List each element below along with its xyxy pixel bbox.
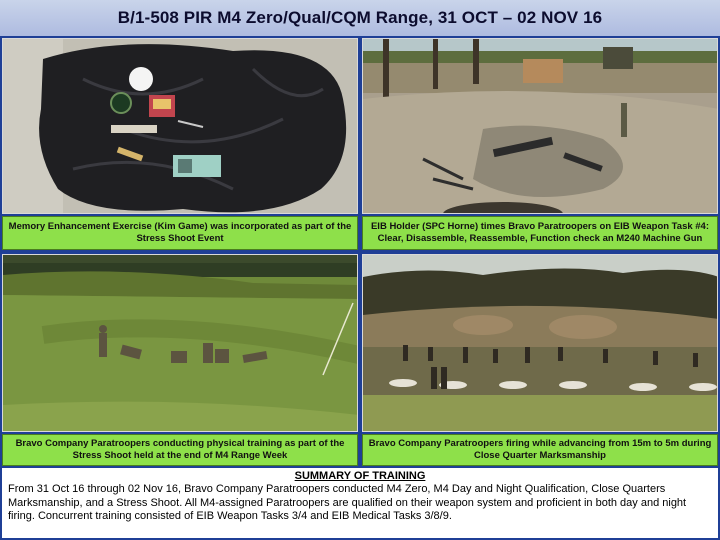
caption-text: Memory Enhancement Exercise (Kim Game) was incorporated as part of the Stress Shoot Event xyxy=(8,221,352,244)
slide-title: B/1-508 PIR M4 Zero/Qual/CQM Range, 31 OCT – 02 NOV 16 xyxy=(117,8,603,27)
caption-top-right xyxy=(362,216,718,250)
caption-top-left xyxy=(2,216,358,250)
summary-heading: SUMMARY OF TRAINING xyxy=(294,470,426,482)
caption-bottom-left xyxy=(2,434,358,466)
photo-close-quarter-marksmanship xyxy=(362,254,718,432)
kim-game-image xyxy=(3,39,358,214)
photo-physical-training xyxy=(2,254,358,432)
caption-text: Bravo Company Paratroopers conducting physical training as part of the Stress Shoot held at the end of M4 Range Week xyxy=(15,438,345,461)
photo-m240-task xyxy=(362,38,718,214)
title-bar xyxy=(0,0,720,36)
caption-text: EIB Holder (SPC Horne) times Bravo Paratroopers on EIB Weapon Task #4: Clear, Disassemble, Reassemble, Function check an M240 Machine Gun xyxy=(370,221,710,244)
summary-body: From 31 Oct 16 through 02 Nov 16, Bravo Company Paratroopers conducted M4 Zero, M4 Day and Night Qualification, Close Quarters Marksmanship, and a Stress Shoot. All M4-assigned Paratroopers are qualified on their weapon system and proficient in both day and night firing. Concurrent training consisted of EIB Weapon Tasks 3/4 and EIB Medical Tasks 3/8/9. xyxy=(8,483,687,522)
m240-task-image xyxy=(363,39,718,214)
summary-box xyxy=(2,468,718,538)
caption-bottom-right xyxy=(362,434,718,466)
caption-text: Bravo Company Paratroopers firing while advancing from 15m to 5m during Close Quarter Marksmanship xyxy=(368,438,712,461)
physical-training-image xyxy=(3,255,358,432)
photo-kim-game xyxy=(2,38,358,214)
close-quarter-marksmanship-image xyxy=(363,255,718,432)
